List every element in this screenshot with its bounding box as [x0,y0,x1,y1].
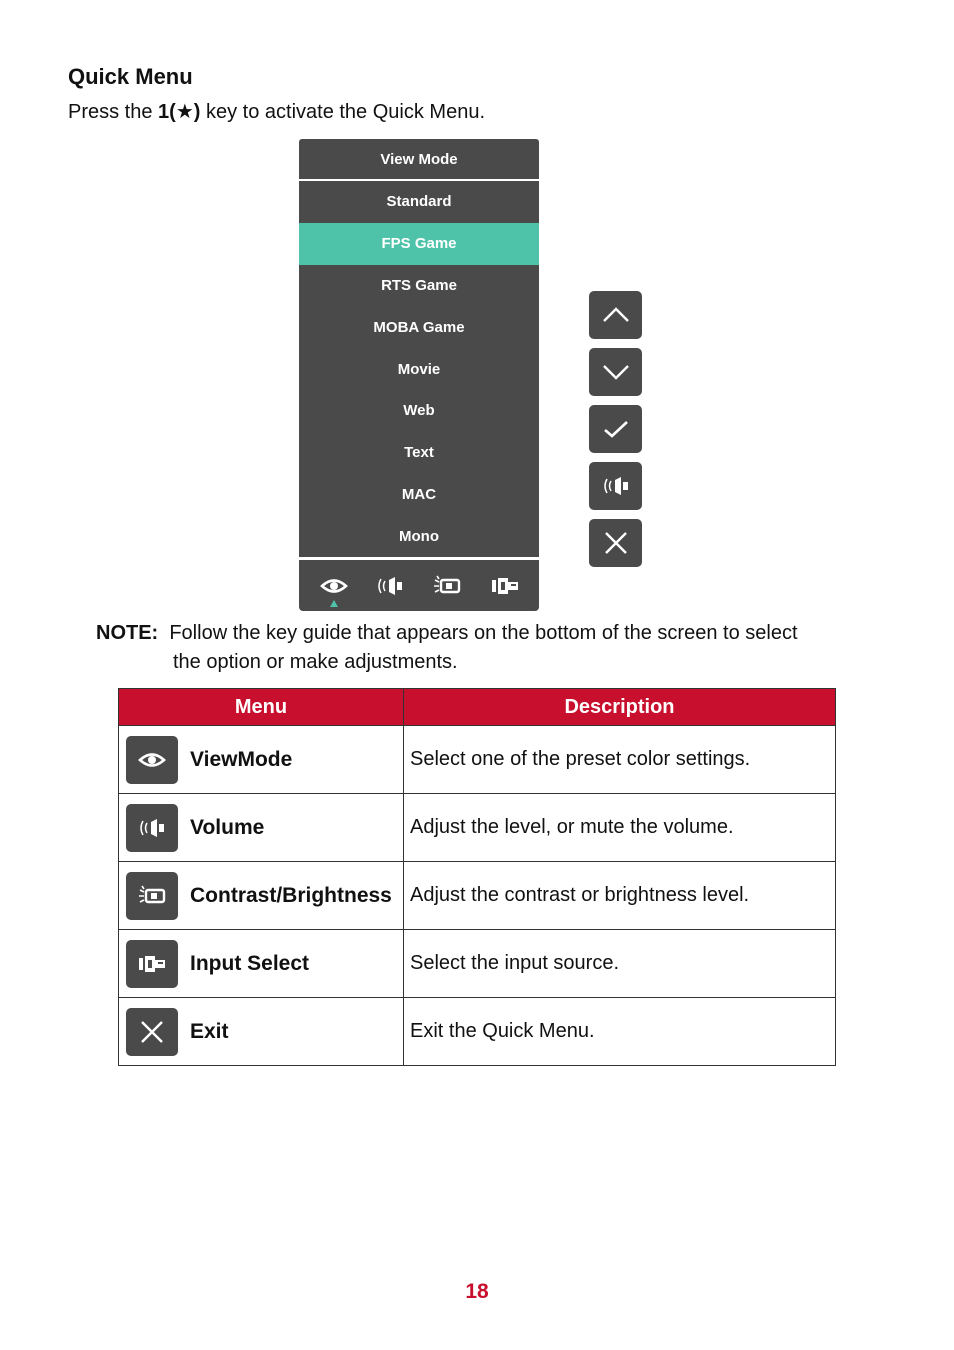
note-label: NOTE: [96,622,159,644]
osd-item[interactable]: MOBA Game [373,318,465,336]
table-header-row [119,689,836,726]
menu-name: Volume [190,815,265,839]
intro-key: 1(★) [158,101,201,123]
menu-name: ViewMode [190,747,293,771]
note-line-2: the option or make adjustments. [173,651,458,673]
osd-item[interactable]: Standard [386,193,452,211]
chevron-up-icon [601,305,631,325]
volume-key[interactable] [589,462,642,510]
menu-name: Exit [190,1019,229,1043]
osd-item[interactable]: Text [404,444,434,462]
menu-name: Input Select [190,951,310,975]
selected-caret-icon [330,600,338,607]
table-row [119,726,836,794]
close-icon [603,530,629,556]
exit-key[interactable] [589,519,642,567]
eye-icon[interactable] [319,573,349,599]
intro-after: key to activate the Quick Menu. [200,101,486,123]
input-select-icon [126,940,178,988]
quick-menu-table [118,688,836,1066]
menu-description: Exit the Quick Menu. [404,998,836,1066]
menu-description: Select the input source. [404,930,836,998]
osd-item-selected[interactable]: FPS Game [299,223,539,265]
osd-item[interactable]: Movie [397,360,441,378]
osd-item[interactable]: MAC [401,485,437,503]
menu-description: Select one of the preset color settings. [404,726,836,794]
menu-description: Adjust the level, or mute the volume. [404,794,836,862]
quick-menu-osd [299,139,539,611]
eye-icon [126,736,178,784]
osd-control-keys [589,291,643,576]
volume-icon [600,473,632,499]
osd-item-list [299,181,539,557]
osd-title: View Mode [299,139,539,179]
volume-icon[interactable] [375,573,405,599]
down-key[interactable] [589,348,642,396]
input-select-icon[interactable] [490,573,520,599]
contrast-brightness-icon [126,872,178,920]
table-row [119,998,836,1066]
chevron-down-icon [601,362,631,382]
section-heading: Quick Menu [68,64,193,89]
note-line-1: Follow the key guide that appears on the bottom of the screen to select [169,622,798,644]
osd-item[interactable]: Mono [399,527,439,545]
table-row [119,862,836,930]
header-menu: Menu [119,689,404,726]
intro-text [68,99,485,124]
header-description: Description [404,689,836,726]
intro-before: Press the [68,101,159,123]
menu-description: Adjust the contrast or brightness level. [404,862,836,930]
contrast-brightness-icon[interactable] [432,573,462,599]
confirm-key[interactable] [589,405,642,453]
table-row [119,930,836,998]
osd-item[interactable]: Web [403,402,435,420]
menu-name: Contrast/Brightness [190,883,392,907]
volume-icon [126,804,178,852]
page-number: 18 [465,1280,489,1303]
check-icon [601,418,631,440]
table-row [119,794,836,862]
osd-key-guide-bar [299,560,539,611]
close-icon [126,1008,178,1056]
osd-item[interactable]: RTS Game [381,276,457,294]
up-key[interactable] [589,291,642,339]
note [96,619,886,677]
